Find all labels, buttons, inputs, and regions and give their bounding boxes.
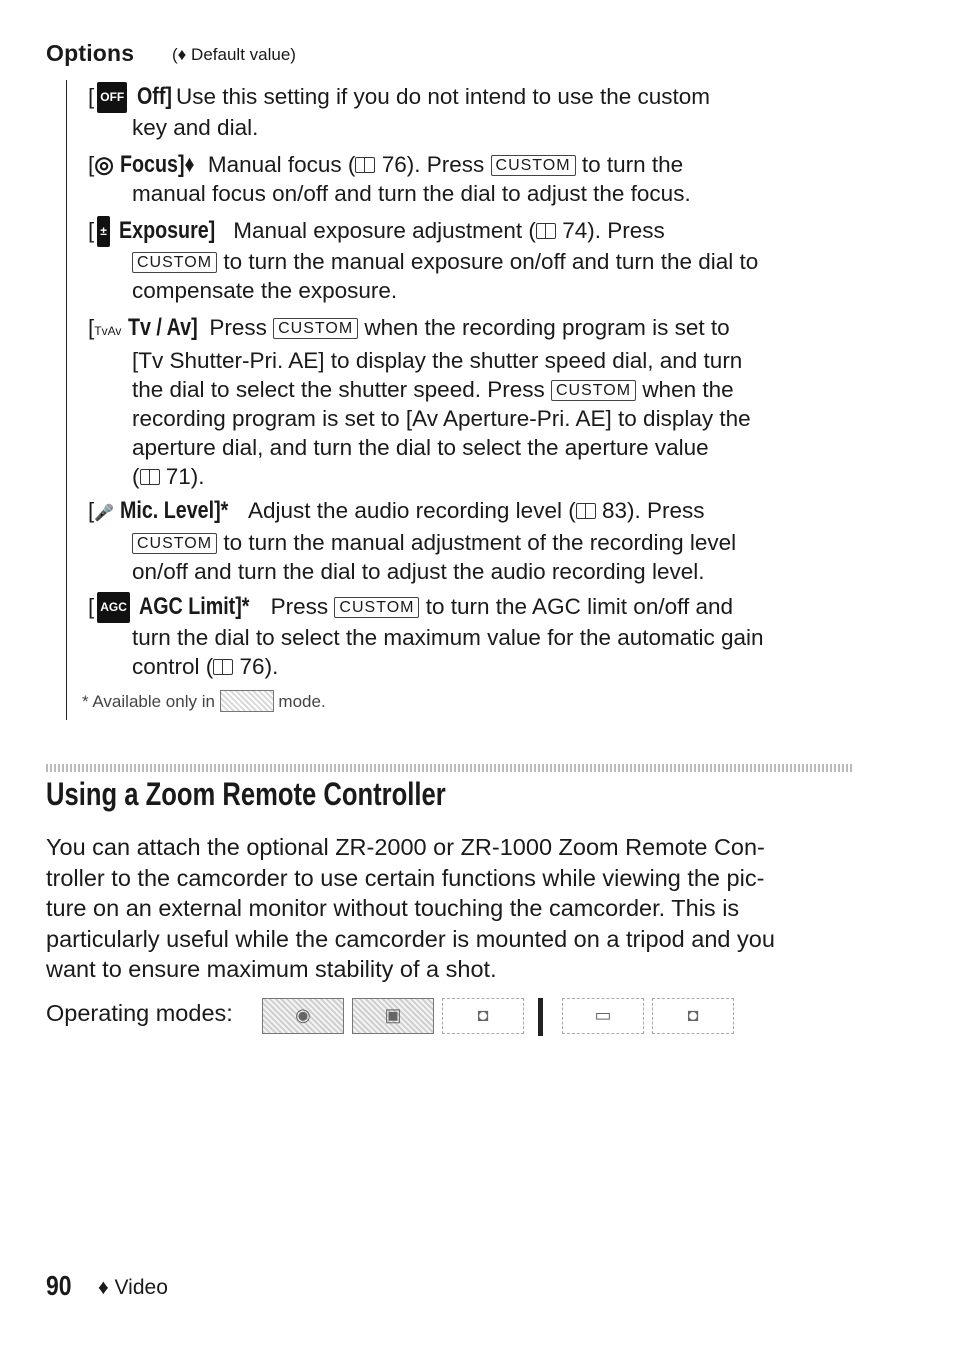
option-exposure-heading: Exposure] xyxy=(119,217,216,244)
option-focus-ref: 76). Press xyxy=(381,152,485,177)
option-focus-text-cont: manual focus on/off and turn the dial to adjust the focus. xyxy=(132,181,691,206)
custom-button-icon: CUSTOM xyxy=(132,252,217,273)
option-tv-av-line6: 71). xyxy=(165,464,205,489)
operating-modes-label: Operating modes: xyxy=(46,1000,233,1026)
options-vertical-rule xyxy=(66,80,67,720)
option-agc-limit-text-after: to turn the AGC limit on/off and xyxy=(425,594,733,619)
footnote-prefix: * Available only in xyxy=(82,692,215,711)
option-focus-text: Manual focus ( xyxy=(207,152,356,177)
option-exposure-text-after: to turn the manual exposure on/off and turn the dial to xyxy=(223,249,759,274)
option-focus: [◎ Focus]♦ Manual focus ( 76). Press CUSTOM to turn the manual focus on/off and turn the dial to adjust the focus. xyxy=(88,150,848,208)
option-agc-limit: [ AGC AGC Limit]* Press CUSTOM to turn the AGC limit on/off and turn the dial to select the maximum value for the automatic gain control ( 76). xyxy=(88,592,848,681)
option-tv-av-line2: [Tv Shutter-Pri. AE] to display the shutter speed dial, and turn xyxy=(132,348,743,373)
paragraph-line: want to ensure maximum stability of a shot. xyxy=(46,956,497,982)
option-agc-limit-ref: 76). xyxy=(239,654,279,679)
option-tv-av-text-after: when the recording program is set to xyxy=(364,315,730,340)
option-tv-av-line5: aperture dial, and turn the dial to select the aperture value xyxy=(132,435,709,460)
option-tv-av-line3a: the dial to select the shutter speed. Press xyxy=(132,377,545,402)
book-icon xyxy=(536,223,556,239)
paragraph-line: ture on an external monitor without touching the camcorder. This is xyxy=(46,895,740,921)
footnote-suffix: mode. xyxy=(278,692,326,711)
book-icon xyxy=(576,503,596,519)
section-paragraph xyxy=(46,832,854,985)
option-tv-av: [TvAv Tv / Av] Press CUSTOM when the recording program is set to [Tv Shutter-Pri. AE] to display the shutter speed dial, and turn the dial to select the shutter speed. Press CUSTOM when the recording program is set to [Av Aperture-Pri. AE] to display the aperture dial, and turn the dial to select the aperture value ( 71). xyxy=(88,313,848,491)
section-divider xyxy=(46,764,852,772)
option-mic-level-text-cont: on/off and turn the dial to adjust the audio recording level. xyxy=(132,559,705,584)
microphone-icon: 🎤 xyxy=(94,505,115,522)
option-focus-heading: Focus]♦ xyxy=(120,151,195,178)
section-title: Using a Zoom Remote Controller xyxy=(46,776,446,812)
option-tv-av-line3b: when the xyxy=(642,377,734,402)
option-tv-av-heading: Tv / Av] xyxy=(127,314,198,341)
book-icon xyxy=(140,469,160,485)
custom-button-icon: CUSTOM xyxy=(551,380,636,401)
off-icon: OFF xyxy=(97,82,127,113)
option-off-text: Use this setting if you do not intend to use the custom xyxy=(175,84,711,109)
option-off: [ OFF Off] Use this setting if you do not intend to use the custom key and dial. xyxy=(88,82,848,142)
custom-button-icon: CUSTOM xyxy=(334,597,419,618)
mode-separator xyxy=(538,998,543,1036)
exposure-icon: ± xyxy=(97,216,110,247)
custom-button-icon: CUSTOM xyxy=(491,155,576,176)
custom-button-icon: CUSTOM xyxy=(132,533,217,554)
option-mic-level-ref: 83). Press xyxy=(601,498,705,523)
option-agc-limit-line3: control ( xyxy=(132,654,214,679)
playback-movie-mode-icon: ▭ xyxy=(562,998,644,1034)
footnote xyxy=(82,690,326,712)
option-mic-level: [🎤 Mic. Level]* Adjust the audio recording level ( 83). Press CUSTOM to turn the manual adjustment of the recording level on/off and turn the dial to adjust the audio recording level. xyxy=(88,496,848,586)
focus-icon: ◎ xyxy=(94,152,114,177)
playback-photo-mode-icon: ◘ xyxy=(652,998,734,1034)
options-heading: Options xyxy=(46,40,135,66)
option-exposure: [ ± Exposure] Manual exposure adjustment ( 74). Press CUSTOM to turn the manual exposure on/off and turn the dial to compensate the exposure. xyxy=(88,216,848,305)
option-agc-limit-heading: AGC Limit]* xyxy=(139,593,250,620)
default-value-note: (♦ Default value) xyxy=(172,45,296,64)
movie-mode-icon xyxy=(220,690,274,712)
movie-mode-icon: ▣ xyxy=(352,998,434,1034)
book-icon xyxy=(355,157,375,173)
option-mic-level-text-after: to turn the manual adjustment of the recording level xyxy=(223,530,737,555)
option-tv-av-text: Press xyxy=(209,315,267,340)
tv-av-icon: TvAv xyxy=(94,324,122,338)
option-exposure-ref: 74). Press xyxy=(562,218,665,243)
auto-mode-icon: ◉ xyxy=(262,998,344,1034)
agc-icon: AGC xyxy=(97,592,130,623)
page-number: 90 xyxy=(46,1270,72,1301)
still-camera-mode-icon: ◘ xyxy=(442,998,524,1034)
option-exposure-text-cont: compensate the exposure. xyxy=(132,278,398,303)
book-icon xyxy=(213,659,233,675)
option-off-heading: Off] xyxy=(136,83,172,110)
page-section-name: ♦ Video xyxy=(98,1276,168,1299)
option-mic-level-text: Adjust the audio recording level ( xyxy=(248,498,576,523)
option-tv-av-line4: recording program is set to [Av Aperture-Pri. AE] to display the xyxy=(132,406,751,431)
paragraph-line: You can attach the optional ZR-2000 or ZR-1000 Zoom Remote Con- xyxy=(46,834,765,860)
option-mic-level-heading: Mic. Level]* xyxy=(120,497,229,524)
option-exposure-text: Manual exposure adjustment ( xyxy=(233,218,536,243)
option-agc-limit-line2: turn the dial to select the maximum value for the automatic gain xyxy=(132,625,764,650)
custom-button-icon: CUSTOM xyxy=(273,318,358,339)
paragraph-line: troller to the camcorder to use certain functions while viewing the pic- xyxy=(46,864,765,891)
option-agc-limit-text: Press xyxy=(270,594,329,619)
paragraph-line: particularly useful while the camcorder is mounted on a tripod and you xyxy=(46,925,775,952)
option-off-text-cont: key and dial. xyxy=(132,115,259,140)
option-focus-text-after: to turn the xyxy=(581,152,684,177)
